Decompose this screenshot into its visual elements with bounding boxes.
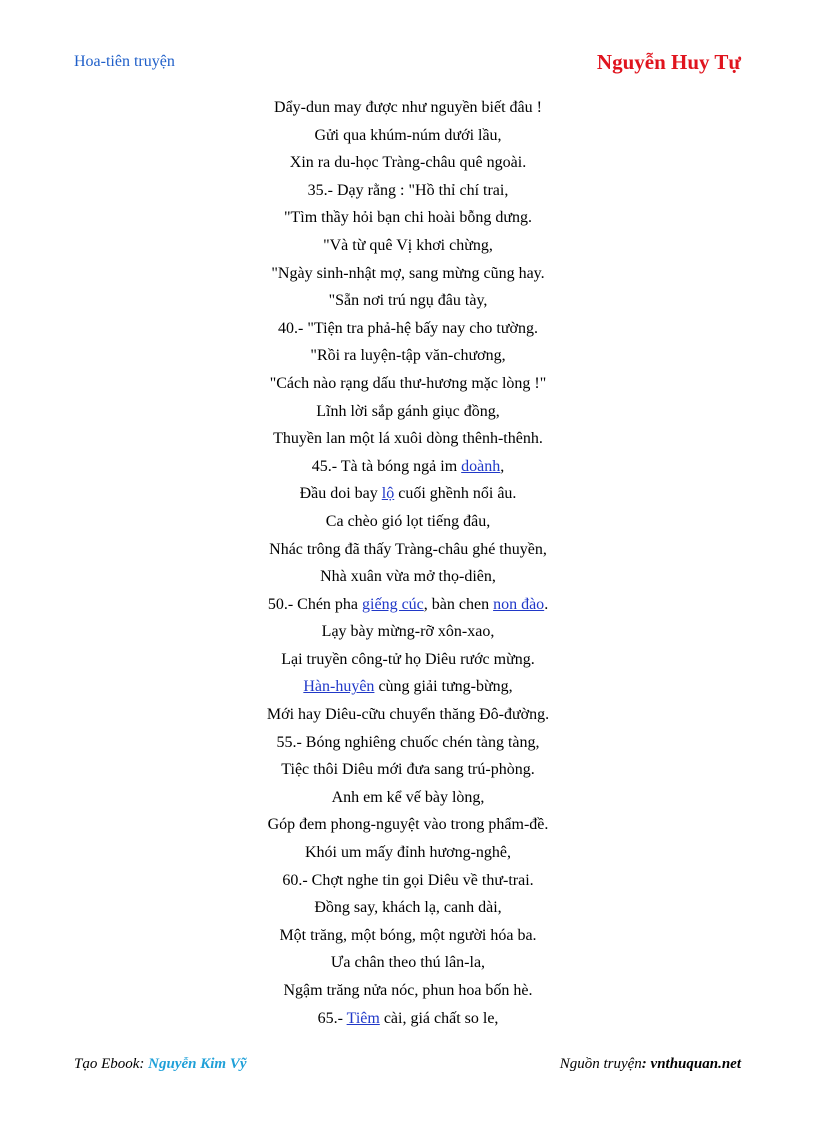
poem-line — [0, 591, 816, 619]
poem-line — [0, 425, 816, 453]
poem-line — [0, 177, 816, 205]
poem-line — [0, 149, 816, 177]
poem-text: Khói um mấy đỉnh hương-nghê, — [305, 844, 511, 862]
poem-text: Đồng say, khách lạ, canh dài, — [314, 899, 502, 917]
poem-line — [0, 784, 816, 812]
poem-line — [0, 260, 816, 288]
poem-line — [0, 867, 816, 895]
poem-line — [0, 342, 816, 370]
footer-credit — [74, 1056, 247, 1073]
poem-line — [0, 370, 816, 398]
poem-text: Góp đem phong-nguyệt vào trong phẩm-đề. — [267, 816, 549, 834]
poem-line — [0, 315, 816, 343]
footer-source-label: Nguồn truyện — [559, 1056, 642, 1072]
poem-line — [0, 646, 816, 674]
header-author: Nguyễn Huy Tự — [596, 50, 741, 74]
poem-text: Ngậm trăng nửa nóc, phun hoa bốn hè. — [283, 982, 533, 999]
annotation-link[interactable]: lộ — [381, 485, 395, 503]
annotation-link[interactable]: non đào — [493, 595, 545, 613]
poem-line — [0, 673, 816, 701]
poem-line — [0, 398, 816, 426]
poem-line — [0, 839, 816, 867]
poem-line — [0, 618, 816, 646]
poem-text: Tiệc thôi Diêu mới đưa sang trú-phòng. — [281, 761, 535, 779]
poem-text: Đầu doi bay — [299, 485, 382, 503]
annotation-link[interactable]: giếng cúc — [362, 595, 424, 613]
poem-line — [0, 536, 816, 564]
poem-text: cuối ghềnh nổi âu. — [394, 485, 517, 503]
footer-credit-sep: : — [139, 1056, 149, 1072]
poem-text: 40.- "Tiện tra phả-hệ bấy nay cho tường. — [278, 319, 538, 337]
poem-line — [0, 122, 816, 150]
poem-line — [0, 232, 816, 260]
annotation-link[interactable]: Tiêm — [346, 1009, 380, 1027]
footer-source-site: vnthuquan.net — [650, 1056, 741, 1072]
poem-text: 35.- Dạy rằng : "Hồ thỉ chí trai, — [307, 181, 509, 199]
poem-text: "Rồi ra luyện-tập văn-chương, — [310, 347, 506, 365]
poem-line — [0, 811, 816, 839]
poem-text: cài, giá chất so le, — [379, 1009, 499, 1027]
poem-text: Anh em kể vế bày lòng, — [331, 788, 485, 806]
poem-text: cùng giải tưng-bừng, — [374, 678, 513, 696]
poem-line — [0, 922, 816, 950]
poem-text: 45.- Tà tà bóng ngả im — [311, 457, 462, 475]
poem-text: "Và từ quê Vị khơi chừng, — [323, 236, 493, 254]
poem-body — [0, 94, 816, 1032]
poem-text: , bàn chen — [423, 595, 494, 613]
poem-text: Dẩy-dun may được như nguyền biết đâu ! — [274, 99, 542, 116]
poem-line — [0, 729, 816, 757]
poem-line — [0, 480, 816, 508]
poem-text: . — [544, 595, 549, 613]
poem-text: Xin ra du-học Tràng-châu quê ngoài. — [289, 154, 527, 172]
poem-line — [0, 1005, 816, 1033]
poem-text: "Tìm thầy hỏi bạn chi hoài bỗng dưng. — [283, 209, 533, 227]
poem-line — [0, 756, 816, 784]
poem-text: "Cách nào rạng dấu thư-hương mặc lòng !" — [269, 374, 547, 392]
poem-text: Một trăng, một bóng, một người hóa ba. — [279, 926, 537, 944]
footer-source-sep: : — [641, 1056, 651, 1072]
annotation-link[interactable]: Hàn-huyên — [303, 678, 375, 696]
poem-text: Thuyền lan một lá xuôi dòng thênh-thênh. — [273, 430, 543, 448]
poem-line — [0, 94, 816, 122]
footer-credit-label: Tạo Ebook — [74, 1056, 140, 1072]
poem-text: Nhà xuân vừa mở thọ-diên, — [320, 568, 496, 586]
poem-text: Gửi qua khúm-núm dưới lầu, — [314, 126, 502, 144]
poem-text: "Sẵn nơi trú ngụ đâu tày, — [328, 292, 488, 310]
poem-text: 60.- Chợt nghe tin gọi Diêu về thư-trai. — [282, 871, 534, 889]
poem-text: Ca chèo gió lọt tiếng đâu, — [325, 512, 491, 530]
poem-text: Lạy bày mừng-rỡ xôn-xao, — [321, 623, 495, 641]
poem-line — [0, 287, 816, 315]
footer-source — [560, 1056, 741, 1073]
poem-text: 50.- Chén pha — [267, 595, 363, 613]
poem-text: , — [500, 457, 505, 475]
poem-line — [0, 508, 816, 536]
poem-text: Mới hay Diêu-cữu chuyển thăng Đô-đường. — [266, 706, 550, 724]
footer-credit-name: Nguyễn Kim Vỹ — [148, 1056, 247, 1072]
poem-text: 55.- Bóng nghiêng chuốc chén tàng tàng, — [276, 733, 540, 751]
poem-line — [0, 563, 816, 591]
poem-line — [0, 894, 816, 922]
poem-line — [0, 949, 816, 977]
header-book-title: Hoa-tiên truyện — [74, 53, 175, 70]
poem-line — [0, 701, 816, 729]
poem-line — [0, 977, 816, 1005]
poem-text: 65.- — [317, 1009, 347, 1027]
poem-text: Ưa chân theo thú lân-la, — [330, 954, 486, 972]
poem-text: "Ngày sinh-nhật mợ, sang mừng cũng hay. — [271, 264, 545, 282]
poem-text: Lại truyền công-tử họ Diêu rước mừng. — [281, 650, 535, 668]
poem-text: Nhác trông đã thấy Tràng-châu ghé thuyền, — [269, 540, 547, 558]
poem-line — [0, 453, 816, 481]
poem-text: Lĩnh lời sắp gánh giục đồng, — [316, 402, 500, 420]
poem-line — [0, 204, 816, 232]
annotation-link[interactable]: doành — [461, 457, 501, 475]
